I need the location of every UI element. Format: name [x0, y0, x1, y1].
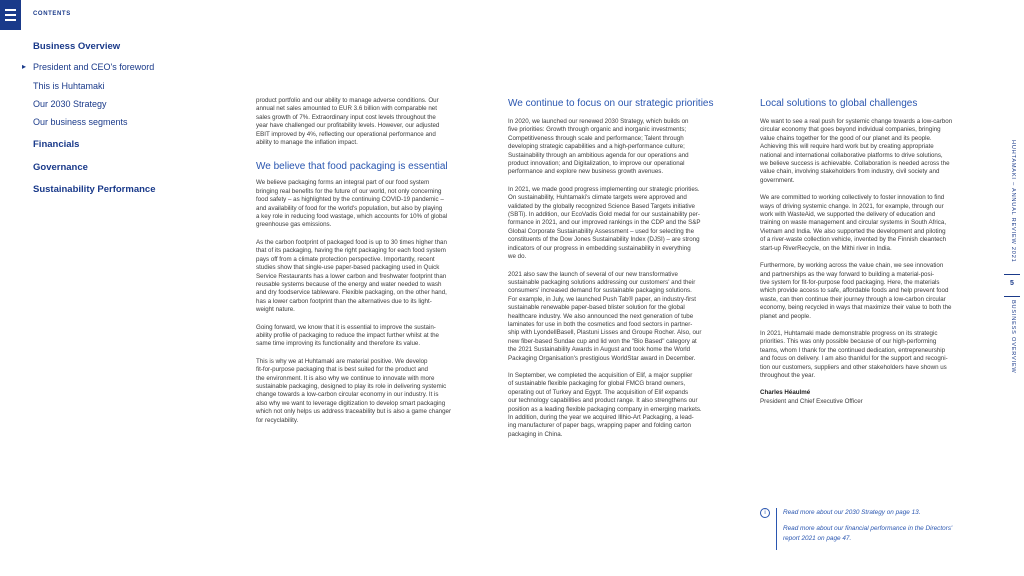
nav-2030-strategy[interactable]: Our 2030 Strategy — [33, 99, 107, 109]
nav-ceo-foreword[interactable]: ▸ President and CEO's foreword — [22, 62, 155, 72]
document-title-vertical: HUHTAMAKI – ANNUAL REVIEW 2021 — [1010, 140, 1016, 263]
divider — [1004, 274, 1020, 275]
paragraph: This is why we at Huhtamaki are material positive. We develop fit-for-purpose packaging that is best suited for the product and the environment. It is also why we continue to innovate with more sustainable packaging, designed to play its role in delivering systemic change towards a low-carbon circular economy in our industry. It is also why we want to leverage digitization to develop smart packaging which not only helps us address traceability but is also a game changer for recyclability. — [256, 357, 452, 424]
nav-financials[interactable]: Financials — [33, 139, 80, 150]
nav-business-segments[interactable]: Our business segments — [33, 117, 128, 127]
paragraph: In September, we completed the acquisition of Elif, a major supplier of sustainable flexible packaging for global FMCG brand owners, operating out of Turkey and Egypt. The acquisition of Elif expands our technology capabilities and product range. It also strengthens our position as a leading flexible packaging company in emerging markets. In addition, during the year we acquired Illhio-Art Packaging, a lead- ing manufacturer of paper bags, wrapping paper and folding carton packaging in China. — [508, 371, 702, 438]
nav-this-is-huhtamaki[interactable]: This is Huhtamaki — [33, 81, 105, 91]
section-heading: Local solutions to global challenges — [760, 98, 918, 109]
text-column-2 — [508, 97, 744, 439]
read-more-financial-link[interactable]: Read more about our financial performance in the Directors' report 2021 on page 47. — [783, 525, 953, 542]
paragraph: We want to see a real push for systemic change towards a low-carbon circular economy that goes beyond individual companies, bringing value chains together for the good of our planet and its people. Achieving this will require hard work but by creating appropriate national and international collaborative platforms to drive solutions, we believe success is achievable. Collaboration is needed across the value chain, involving stakeholders from industry, civil society and government. — [760, 118, 953, 184]
signature-name: Charles Héaulmé — [760, 389, 811, 397]
nav-governance[interactable]: Governance — [33, 162, 88, 173]
info-icon: i — [760, 508, 770, 518]
caret-right-icon: ▸ — [22, 62, 27, 71]
paragraph: Going forward, we know that it is essential to improve the sustain- ability profile of packaging to reduce the impact further whilst at the same time improving its functionality and therefore its value. — [256, 323, 439, 348]
paragraph: In 2020, we launched our renewed 2030 Strategy, which builds on five priorities: Growth through organic and inorganic investments; Competitiveness through scale and performance; Talent through developing strategic capabilities and a high-performance culture; Sustainability through an ambitious agenda for our operations and product innovation; and Digitalization, to improve our operational performance and explore new business growth avenues. — [508, 118, 689, 176]
nav-business-overview[interactable]: Business Overview — [33, 41, 121, 52]
paragraph: Furthermore, by working across the value chain, we see innovation and partnerships as the way forward to building a material-posi- tive system for fit-for-purpose food packaging. Here, the materials which provide access to safe, affordable foods and help prevent food waste, can then continue their journey through a low-carbon circular economy, being recycled in ways that maximize their value to both the planet and people. — [760, 262, 952, 320]
text-column-3 — [760, 97, 994, 406]
section-heading: We believe that food packaging is essential — [256, 161, 448, 173]
section-heading: We continue to focus on our strategic priorities — [508, 98, 714, 109]
paragraph: We are committed to working collectively to foster innovation to find ways of driving systemic change. In 2021, for example, through our work with WasteAid, we supported the delivery of education and training on waste management and circular systems in South Africa, Vietnam and India. We also supported the development and piloting of a river-waste collection vehicle, invented by the Finnish cleantech start-up RiverRecycle, on the Mithi river in India. — [760, 194, 947, 252]
paragraph: In 2021, Huhtamaki made demonstrable progress on its strategic priorities. This was only possible because of our high-performing teams, whom I thank for the continued dedication, entrepreneurship and focus on delivery. I am also thankful for the support and recogni- tion our customers, suppliers and other stakeholders have shown us throughout the year. — [760, 329, 948, 379]
read-more-strategy-link[interactable]: Read more about our 2030 Strategy on page 13. — [783, 509, 921, 516]
text-column-1 — [256, 97, 490, 425]
page-number: 5 — [1010, 280, 1014, 287]
nav-sustainability-performance[interactable]: Sustainability Performance — [33, 184, 156, 195]
paragraph: product portfolio and our ability to manage adverse conditions. Our annual net sales amounted to EUR 3.6 billion with comparable net sales growth of 7%. Extraordinary input cost levels throughout the year have challenged our profitability levels. However, our adjusted EBIT improved by 4%, reflecting our operational performance and ability to manage the inflation impact. — [256, 97, 440, 147]
divider — [1004, 296, 1020, 297]
paragraph: 2021 also saw the launch of several of our new transformative sustainable packaging solutions addressing our customers' and their consumers' increased demand for sustainable packaging solutions. For example, in July, we launched Push Tab® paper, an industry-first sustainable renewable paper-based blister solution for the global healthcare industry. We also announced the next generation of tube laminates for use in both the cosmetics and food sectors in partner- ship with LyondellBasell, Plastuni Lisses and Groupe Rocher. Also, our new fiber-based Sundae cup and lid won the "Bio Based" category at the 2021 Sustainability Awards in August and took home the World Packaging Organisation's prestigious WorldStar award in December. — [508, 270, 702, 362]
contents-label: CONTENTS — [33, 11, 71, 17]
signature-title: President and Chief Executive Officer — [760, 397, 863, 405]
paragraph: As the carbon footprint of packaged food is up to 30 times higher than that of its packaging, having the right packaging for each food system pays off from a climate protection perspective. Importantly, recent studies show that single-use paper-based packaging used in Quick Service Restaurants has a lower carbon and freshwater footprint than reusable systems because of the energy and water needed to wash and dry foodservice tableware. Flexible packaging, on the other hand, has a lower carbon footprint than the alternatives due to its light- weight nature. — [256, 238, 447, 314]
paragraph: We believe packaging forms an integral part of our food system bringing real benefits for the future of our world, not only concerning food safety – as highlighted by the continuing COVID-19 pandemic – and availability of food for the world's population, but also by playing a key role in reducing food wastage, which accounts for 10% of global greenhouse gas emissions. — [256, 179, 448, 229]
sidebar-nav — [0, 0, 240, 576]
section-label-vertical: BUSINESS OVERVIEW — [1010, 300, 1016, 374]
paragraph: In 2021, we made good progress implementing our strategic priorities. On sustainability, Huhtamaki's climate targets were approved and validated by the globally recognized Science Based Targets initiative (SBTi). In addition, our EcoVadis Gold medal for our sustainability per- formance in 2021, and our improved rankings in the CDP and the S&P Global Corporate Sustainability Assessment – used for selecting the constituents of the Dow Jones Sustainability Index (DJSI) – are strong indicators of our progress in embedding sustainability in everything we do. — [508, 185, 701, 261]
